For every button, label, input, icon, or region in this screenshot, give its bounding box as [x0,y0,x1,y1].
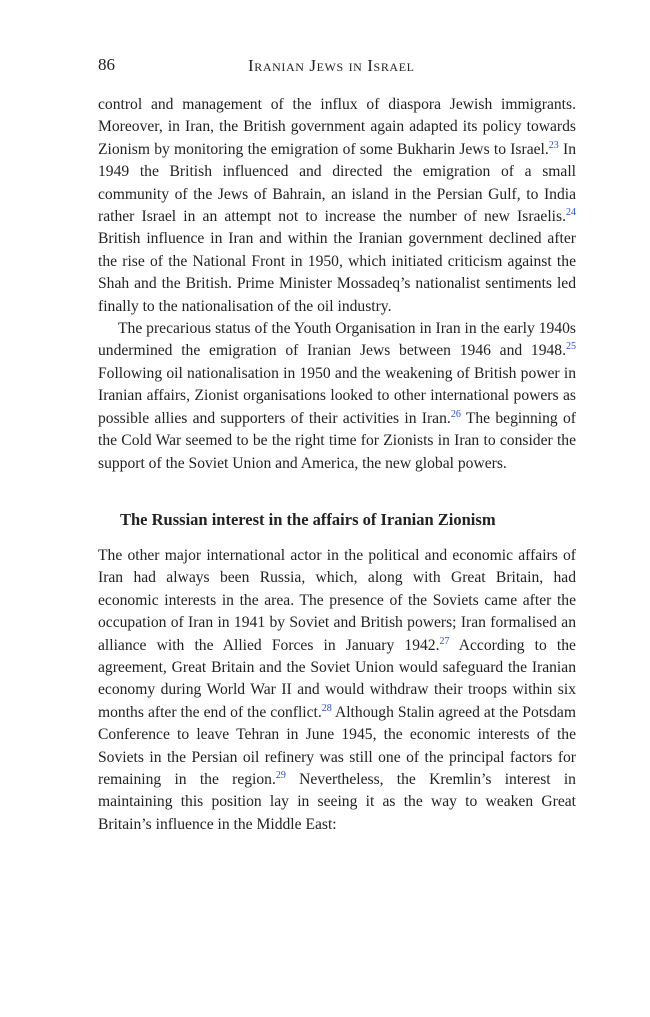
footnote-ref-24[interactable]: 24 [566,207,576,219]
paragraph-3 [98,545,576,836]
footnote-ref-27[interactable]: 27 [439,635,450,647]
footnote-ref-29[interactable]: 29 [275,769,286,781]
text-run: The beginning of the Cold War seemed to be the right time for Zionists in Iran to consider the support of the Soviet Union and America, the new global powers. [98,409,576,472]
text-run: The other major international actor in the political and economic affairs of Iran had always been Russia, which, along with Great Britain, had economic interests in the area. The presence of the Soviets came after the occupation of Iran in 1941 by Soviet and British powers; Iran formalised an alliance with the Allied Forces in January 1942. [98,546,576,654]
text-run: British influence in Iran and within the Iranian government declined after the rise of the National Front in 1950, which initiated criticism against the Shah and the British. Prime Minister Mossadeq’s nationalist sentiments led finally to the nationalisation of the oil industry. [98,230,576,315]
text-run: control and management of the influx of diaspora Jewish immigrants. Moreover, in Iran, the British government again adapted its policy towards Zionism by monitoring the emigration of some Bukharin Jews to Israel. [98,96,576,158]
footnote-ref-25[interactable]: 25 [566,341,576,353]
section-heading: The Russian interest in the affairs of Iranian Zionism [120,509,496,529]
footnote-ref-28[interactable]: 28 [321,702,332,714]
footnote-ref-26[interactable]: 26 [450,408,461,420]
text-run: According to the agreement, Great Britain and the Soviet Union would safeguard the Iranian economy during World War II and would withdraw their troops within six months after the end of the conflict. [98,636,576,721]
page-number: 86 [98,55,115,74]
paragraph-1 [98,94,576,318]
text-run: The precarious status of the Youth Organisation in Iran in the early 1940s undermined the emigration of Iranian Jews between 1946 and 1948. [98,320,576,360]
running-header [98,55,576,79]
text-run: Nevertheless, the Kremlin’s interest in maintaining this position lay in seeing it as the way to weaken Great Britain’s influence in the Middle East: [98,770,576,833]
running-title: Iranian Jews in Israel [248,56,415,75]
text-run: Although Stalin agreed at the Potsdam Conference to leave Tehran in June 1945, the economic interests of the Soviets in the Persian oil refinery was still one of the principal factors for remaining in the region. [98,703,576,788]
body-text [98,94,576,836]
text-run: Following oil nationalisation in 1950 and the weakening of British power in Iranian affairs, Zionist organisations looked to other international powers as possible allies and supporters of their activities in Iran. [98,364,576,427]
paragraph-2 [98,318,576,475]
footnote-ref-23[interactable]: 23 [548,139,559,151]
text-run: In 1949 the British influenced and directed the emigration of a small community of the Jews of Bahrain, an island in the Persian Gulf, to India rather Israel in an attempt not to increase the number of new Israelis. [98,140,576,226]
